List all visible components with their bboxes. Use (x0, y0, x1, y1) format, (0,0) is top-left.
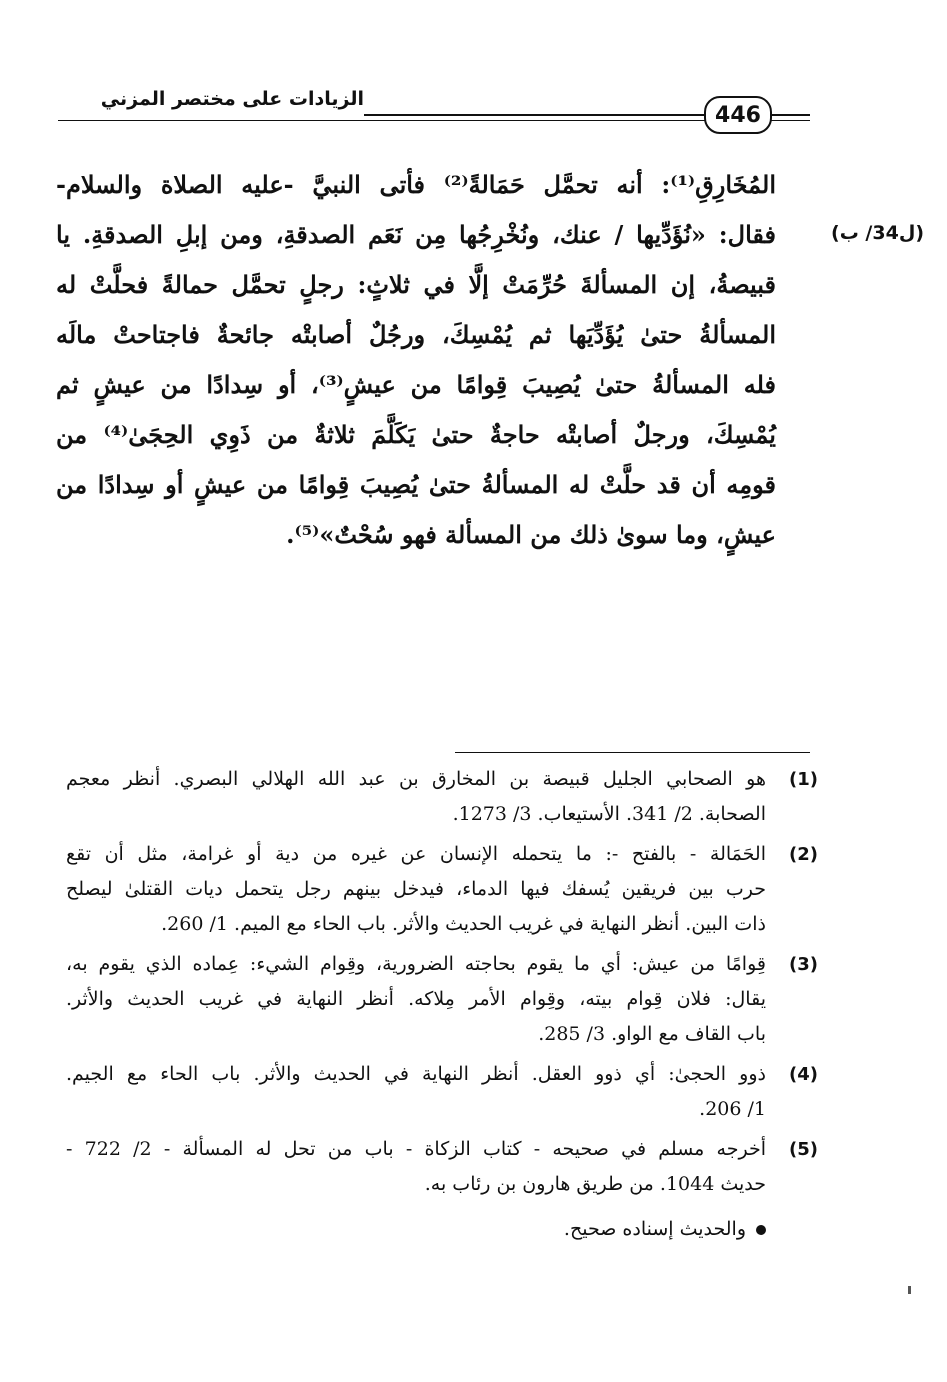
footnote-number: (2) (789, 844, 818, 865)
main-text-line: قومِه أن قد حلَّتْ له المسألةُ حتىٰ يُصِيبَ قِوامًا من عيشٍ أو سِدادًا من (56, 470, 776, 499)
footnote-line: يقال: فلان قِوام بيته، وقِوام الأمر مِلاكه. أنظر النهاية في غريب الحديث والأثر. (66, 988, 766, 1010)
footnote-line: 1/ 206. (699, 1098, 766, 1120)
main-text-line: يُمْسِكَ، ورجلٌ أصابتْه حاجةٌ حتىٰ يَكَلَّمَ ثلاثةٌ من ذَوِي الحِجَىٰ⁽⁴⁾ من (56, 420, 776, 449)
footnote-3 (66, 947, 818, 1052)
footnote-line: حرب بين فريقين يُسفك فيها الدماء، فيدخل بينهم رجل يتحمل ديات القتلىٰ ليصلح (66, 878, 766, 900)
footnote-line: قِوامًا من عيش: أي ما يقوم بحاجته الضرورية، وقِوام الشيء: عِماده الذي يقوم به، (66, 953, 766, 975)
isnad-note (66, 1212, 818, 1247)
scan-mark (908, 1286, 911, 1294)
running-title: الزيادات على مختصر المزني (58, 88, 364, 118)
footnote-line: أخرجه مسلم في صحيحه - كتاب الزكاة - باب من تحل له المسألة - 2/ 722 - (66, 1138, 766, 1160)
footnote-number: (1) (789, 769, 818, 790)
main-text-line: فله المسألةُ حتىٰ يُصِيبَ قِوامًا من عيشٍ⁽³⁾، أو سِدادًا من عيشٍ ثم (56, 370, 776, 399)
footnote-line: ذات البين. أنظر النهاية في غريب الحديث والأثر. باب الحاء مع الميم. 1/ 260. (161, 913, 766, 935)
margin-reference: (ل34/ ب) (831, 222, 924, 244)
main-text-line: المُخَارِقِ⁽¹⁾: أنه تحمَّل حَمَالةً⁽²⁾ فأتى النبيَّ -عليه الصلاة والسلام- (56, 170, 776, 199)
main-text (56, 160, 776, 560)
footnote-line: حديث 1044. من طريق هارون بن رئاب به. (424, 1173, 766, 1195)
footnote-1 (66, 762, 818, 832)
main-text-line: فقال: «نُؤَدِّيها / عنك، ونُخْرِجُها مِن نَعَم الصدقةِ، ومن إبلِ الصدقةِ. يا (56, 220, 776, 249)
footnotes (66, 762, 818, 1247)
main-text-line: المسألةُ حتىٰ يُؤَدِّيَها ثم يُمْسِكَ، ورجُلٌ أصابتْه جائحةٌ فاجتاحتْ مالَه (56, 320, 776, 349)
footnote-2 (66, 837, 818, 942)
isnad-note-text: والحديث إسناده صحيح. (563, 1218, 746, 1240)
bullet-icon (756, 1225, 766, 1235)
main-text-line: قبيصةُ، إن المسألةَ حُرِّمَتْ إلَّا في ثلاثٍ: رجلٍ تحمَّل حمالةً فحلَّتْ له (56, 270, 776, 299)
footnote-number: (5) (789, 1139, 818, 1160)
footnote-number: (3) (789, 954, 818, 975)
footnote-number: (4) (789, 1064, 818, 1085)
footnote-line: ذوو الحجىٰ: أي ذوو العقل. أنظر النهاية في الحديث والأثر. باب الحاء مع الجيم. (66, 1063, 766, 1085)
footnote-line: باب القاف مع الواو. 3/ 285. (538, 1023, 766, 1045)
page-number: 446 (704, 96, 772, 134)
main-text-line: عيشٍ، وما سوىٰ ذلك من المسألة فهو سُحْتٌ»⁽⁵⁾. (286, 520, 776, 549)
footnote-line: الصحابة. 2/ 341. الأستيعاب. 3/ 1273. (452, 803, 766, 825)
footnote-line: هو الصحابي الجليل قبيصة بن المخارق بن عبد الله الهلالي البصري. أنظر معجم (66, 768, 766, 790)
header-rule-thin (58, 120, 810, 121)
footnote-4 (66, 1057, 818, 1127)
footnote-line: الحَمَالة - بالفتح -: ما يتحمله الإنسان عن غيره من دية أو غرامة، مثل أن تقع (66, 843, 766, 865)
footnote-separator (455, 752, 810, 753)
footnote-5 (66, 1132, 818, 1202)
